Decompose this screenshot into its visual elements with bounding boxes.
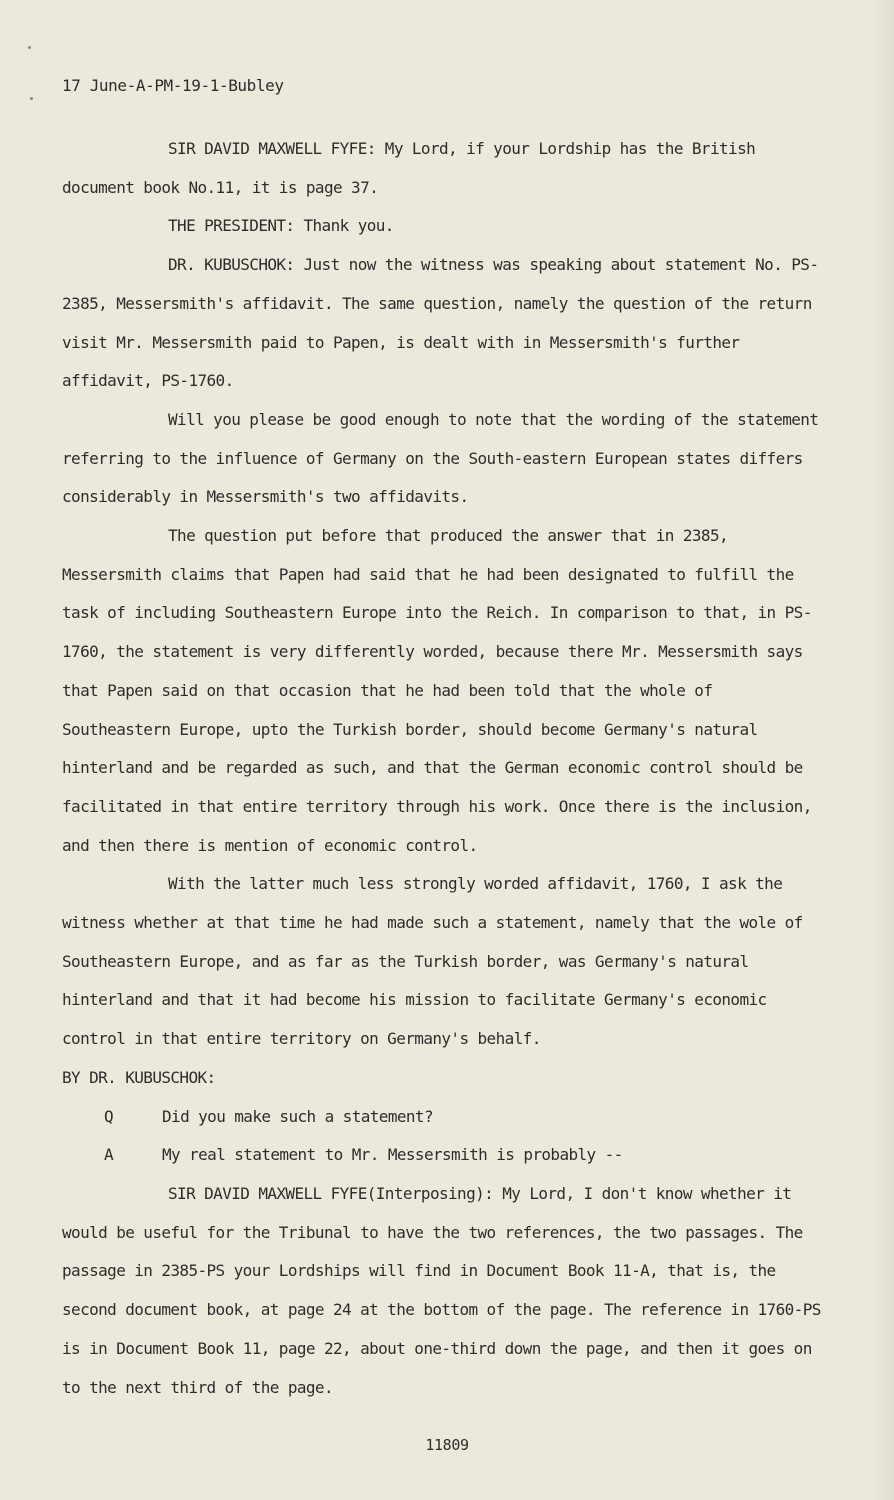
answer-text: My real statement to Mr. Messersmith is probably -- — [162, 1145, 623, 1165]
page-number: 11809 — [425, 1436, 469, 1454]
paragraph: DR. KUBUSCHOK: Just now the witness was speaking about statement No. PS-2385, Messersmith's affidavit. The same question, namely the question of the return visit Mr. Messersmith paid to Papen, is dealt with in Messersmith's further affidavit, PS-1760. — [62, 255, 819, 391]
answer-line — [62, 1136, 822, 1175]
paper-speck — [28, 46, 31, 49]
transcript-body — [62, 130, 822, 1407]
examiner-heading: BY DR. KUBUSCHOK: — [62, 1067, 216, 1087]
paragraph: SIR DAVID MAXWELL FYFE(Interposing): My Lord, I don't know whether it would be useful for the Tribunal to have the two references, the two passages. The passage in 2385-PS your Lordships will find in Document Book 11-A, that is, the second document book, at page 24 at the bottom of the page. The reference in 1760-PS is in Document Book 11, page 22, about one-third down the page, and then it goes on to the next third of the page. — [62, 1183, 821, 1397]
paper-speck — [30, 97, 33, 100]
question-line — [62, 1098, 822, 1137]
paragraph: Will you please be good enough to note that the wording of the statement referring to the influence of Germany on the South-eastern European states differs considerably in Messersmith's two affidavits. — [62, 409, 819, 507]
question-text: Did you make such a statement? — [162, 1106, 433, 1126]
paragraph: THE PRESIDENT: Thank you. — [168, 216, 394, 236]
answer-label: A — [104, 1145, 114, 1165]
paragraph: With the latter much less strongly worded affidavit, 1760, I ask the witness whether at that time he had made such a statement, namely that the wole of Southeastern Europe, and as far as the Turkish border, was Germany's natural hinterland and that it had become his mission to facilitate Germany's economic control in that entire territory on Germany's behalf. — [62, 874, 803, 1049]
paragraph: SIR DAVID MAXWELL FYFE: My Lord, if your Lordship has the British document book No.11, it is page 37. — [62, 139, 756, 197]
page-header: 17 June-A-PM-19-1-Bubley — [62, 76, 284, 95]
paragraph: The question put before that produced the answer that in 2385, Messersmith claims that Papen had said that he had been designated to fulfill the task of including Southeastern Europe into the Reich. In comparison to that, in PS-1760, the statement is very differently worded, because there Mr. Messersmith says that Papen said on that occasion that he had been told that the whole of Southeastern Europe, upto the Turkish border, should become Germany's natural hinterland and be regarded as such, and that the German economic control should be facilitated in that entire territory through his work. Once there is the inclusion, and then there is mention of economic control. — [62, 526, 812, 855]
question-label: Q — [104, 1106, 114, 1126]
